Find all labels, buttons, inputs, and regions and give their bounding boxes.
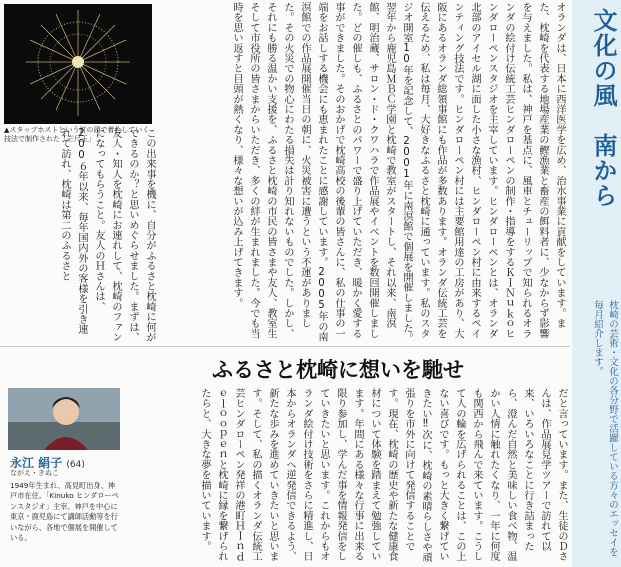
essay-body-upper-left: この出来事を機に、自分がふるさと枕崎に何ができるのか？と思いめぐらせました。まずは、友人・知人を枕崎にお連れして、枕崎のファンになってもらうこと。友人のＨさんは、200６年以来、毎年国内外の客様を引き連れて訪れ、枕崎は第二のふるさと	[59, 128, 155, 343]
series-intro: 枕崎の芸術・文化の各分野で活躍している方々のエッセイを毎月紹介します。	[592, 300, 618, 557]
section-divider	[0, 346, 570, 347]
portrait-icon	[8, 388, 120, 450]
essay-body-upper: オランダは、日本に西洋医学を広め、治水事業に貢献をしています。また、枕崎を代表する地場産業の鰹漁業と畜産の餌料者に、少なからず影響を与えました。私は、神戸を基点に、風車とチューリップで知られるオランダの絵付け伝統工芸ヒンダローペンの制作・指導をするＫＩＮｕｋｏヒンダローペンスタジオを主宰しています。ヒンダローペンとは、オランダ北部のアイセル湖に面した小さな漁村、ヒンダローペン村に由来するペインティング技法です。ヒンダローペン村には主要館用達の工房があり、大阪にあるオランダ総領事館にも作品が多数あります。オランダ伝統工芸を伝えるため、私は毎月、大好きなふるさと枕崎に通っています。私のスタジオ開室10年を記念して、2001年に南溟館で個展を開催しました。翌年から鹿児島ＭＢＣ学園と枕崎で教室がスタートし、それ以来、南溟館、明治蔵、サロン・ド・クワハラで作品展やイベントを数回開催しました。どの催しも、ふるさとのパワーで盛り上げていただき、暖かく愛する事ができました。そのおかげで枕崎高校の後輩の皆さんに、私の仕事の一端をお話しする機会にも恵まれたことに感謝しています。2005年の南溟館での作品展開催当日の朝に、火災被害に遭うという不運がありました。その火災での物心にわたる損失は計り知れないものでした。しかし、それにも勝る温かい支援を、ふるさと枕崎の市民の皆さまや友人、教室生そして市役所の皆さまからいただき、多くの絆が生まれました。今でも当時を思い返すと目頭が熱くなり、様々な想いが込み上げてきます。	[231, 2, 565, 344]
sanjakudama-artwork-icon	[4, 4, 152, 124]
headline: ふるさと枕崎に想いを馳せ	[212, 357, 464, 382]
series-title: 文化の風 南から	[589, 8, 618, 208]
essay-body-lower: だと言っています。また、生徒のＤさんは、作品展見学ツアーで訪れて以来、いろいろなことに行き詰まったら、澄んだ自然と美味しい食べ物、温かい人情に触れたくなり、一年に何度も関西から飛んで来ています。こうして人の輪を広げられることは、この上ない喜びです。もっと大きく繋げていきたい‼次に、枕崎の素晴らしさや頑張りを市外に向けて発信することです。現在、枕崎の歴史や新たな健康食材について体験を踏まえて勉強しています。年間にある様々な行事に出来る限り参加し、学んだ事を情報発信をしていきたいと思います。これからもオランダ絵付け技術をさらに精進し、日本からオランダへ逆発信できるよう、新たな歩みを進めていきたいと思います。そして、私の描くオランダ伝統工芸ヒンダローペン発祥の港町ＨＩｎｄｅｌｏｏｐｅｎと枕崎に縁を繋げられたらと、大きな夢を描いています。	[199, 388, 567, 563]
author-portrait	[8, 388, 120, 450]
author-kana: ながえ・きぬこ	[10, 469, 59, 477]
photo-caption: ▲スタップホストという釘の頭で着色していく技法で制作された「三尺玉」	[4, 126, 150, 143]
artwork-photo	[4, 4, 152, 124]
author-age: (64)	[66, 460, 85, 470]
author-bio: 1949年生まれ、高見町出身、神戸市在住。「Kinuko ヒンダローペンスタジオ」主宰。神戸を中心に東京・鹿児島にて講師活動等を行いながら、各地で個展を開催している。	[10, 481, 119, 543]
author-name-text: 永江 絹子	[10, 456, 63, 470]
